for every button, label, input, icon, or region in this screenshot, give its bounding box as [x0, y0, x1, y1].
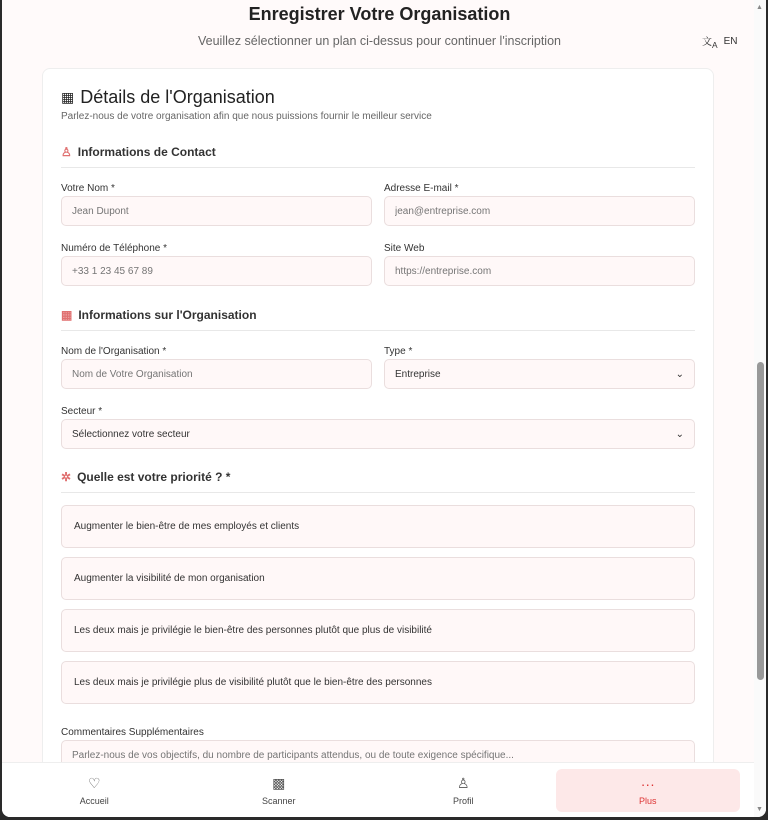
nav-label: Scanner: [261, 796, 296, 806]
nav-label: Plus: [638, 795, 657, 806]
contact-section-heading: [61, 145, 695, 168]
more-icon: ···: [640, 775, 655, 792]
scrollbar-thumb[interactable]: [757, 362, 764, 680]
bottom-nav: [2, 762, 754, 817]
page-subtitle: Veuillez sélectionner un plan ci-dessus pour continuer l'inscription: [197, 34, 561, 48]
org-name-input[interactable]: [61, 359, 372, 389]
priority-option[interactable]: Augmenter la visibilité de mon organisation: [61, 557, 695, 600]
sector-select[interactable]: [61, 419, 695, 449]
scroll-down-icon[interactable]: ▼: [756, 806, 763, 813]
priority-option[interactable]: Augmenter le bien-être de mes employés et clients: [61, 505, 695, 548]
user-icon: ♙: [456, 775, 470, 791]
card-description: Parlez-nous de votre organisation afin que nous puissions fournir le meilleur service: [61, 111, 432, 122]
sector-value: Sélectionnez votre secteur: [72, 428, 190, 440]
heading-text: Quelle est votre priorité ? *: [77, 470, 231, 484]
type-label: Type *: [384, 346, 413, 357]
chevron-down-icon: ⌄: [675, 428, 684, 440]
heart-icon: ♡: [87, 775, 101, 791]
website-label: Site Web: [384, 243, 425, 254]
sparkle-icon: ✲: [61, 470, 72, 484]
language-switcher[interactable]: [702, 33, 737, 50]
type-select[interactable]: [384, 359, 695, 389]
card-title: [61, 87, 275, 108]
org-section-heading: [61, 308, 695, 331]
org-name-label: Nom de l'Organisation *: [61, 346, 167, 357]
email-label: Adresse E-mail *: [384, 183, 459, 194]
organisation-card: [42, 68, 714, 788]
scroll-up-icon[interactable]: ▲: [756, 4, 763, 11]
priority-section-heading: [61, 470, 695, 493]
scrollbar[interactable]: [754, 0, 766, 817]
qr-code-icon: ▩: [272, 775, 286, 791]
nav-label: Accueil: [79, 796, 109, 806]
phone-input[interactable]: [61, 256, 372, 286]
heading-text: Informations de Contact: [77, 145, 216, 159]
email-input[interactable]: [384, 196, 695, 226]
nav-accueil[interactable]: [2, 769, 187, 812]
building-icon: ▦: [61, 89, 75, 105]
type-value: Entreprise: [395, 368, 441, 380]
chevron-down-icon: ⌄: [675, 368, 684, 380]
comments-label: Commentaires Supplémentaires: [61, 727, 204, 738]
name-input[interactable]: [61, 196, 372, 226]
website-input[interactable]: [384, 256, 695, 286]
app-window: [2, 0, 766, 817]
page-title: Enregistrer Votre Organisation: [248, 4, 511, 24]
user-icon: ♙: [61, 145, 72, 159]
nav-profil[interactable]: [371, 769, 556, 812]
building-icon: ▦: [61, 308, 73, 322]
name-label: Votre Nom *: [61, 183, 115, 194]
card-title-text: Détails de l'Organisation: [80, 87, 275, 107]
sector-label: Secteur *: [61, 406, 103, 417]
language-label: EN: [723, 36, 738, 47]
nav-label: Profil: [452, 796, 474, 806]
nav-scanner[interactable]: [187, 769, 372, 812]
phone-label: Numéro de Téléphone *: [61, 243, 167, 254]
translate-icon: 文$_A$: [702, 37, 718, 50]
heading-text: Informations sur l'Organisation: [78, 308, 257, 322]
priority-option[interactable]: Les deux mais je privilégie plus de visibilité plutôt que le bien-être des personnes: [61, 661, 695, 704]
priority-option[interactable]: Les deux mais je privilégie le bien-être des personnes plutôt que plus de visibilité: [61, 609, 695, 652]
nav-plus[interactable]: [556, 769, 741, 812]
